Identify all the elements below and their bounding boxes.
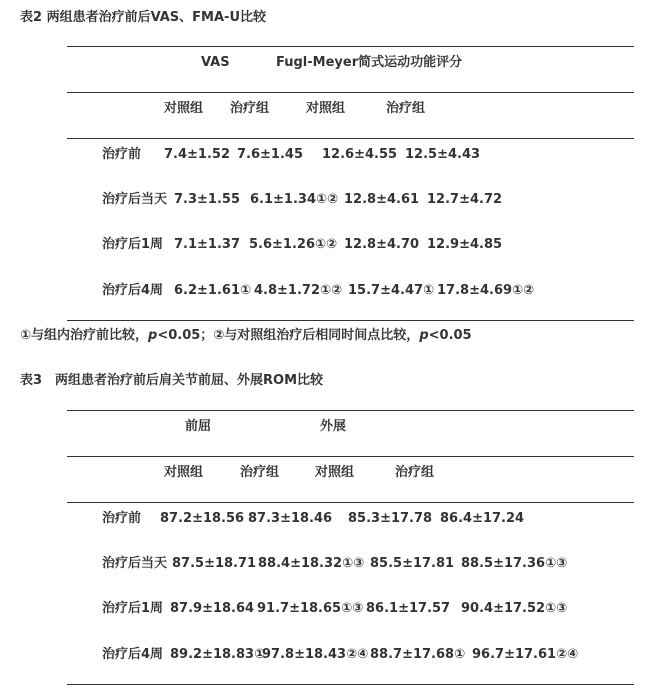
- table3-cell: 85.3±17.78: [348, 511, 433, 526]
- table3-cell: 88.7±17.68①: [370, 647, 466, 662]
- table3-subheader-control-1: 对照组: [164, 465, 204, 480]
- table3-subheader-control-2: 对照组: [315, 465, 355, 480]
- table3-cell: 96.7±17.61②④: [472, 647, 579, 662]
- table3-header-abduction: 外展: [320, 419, 347, 434]
- table2-cell: 6.1±1.34①②: [250, 192, 339, 207]
- table3-cell: 97.8±18.43②④: [262, 647, 369, 662]
- table3-cell: 86.4±17.24: [440, 511, 525, 526]
- table3-row-label: 治疗后4周: [102, 647, 164, 662]
- table2-caption: 表2 两组患者治疗前后VAS、FMA-U比较: [20, 10, 267, 25]
- table3-row-label: 治疗后1周: [102, 601, 164, 616]
- table3-cell: 90.4±17.52①③: [461, 601, 568, 616]
- table2-header-vas: VAS: [201, 55, 230, 70]
- table2-cell: 15.7±4.47①: [348, 283, 435, 298]
- table2-subheader-treatment-2: 治疗组: [386, 101, 426, 116]
- table3-header-rule: [67, 456, 634, 457]
- table2-row-label: 治疗后1周: [102, 237, 164, 252]
- table2-row-label: 治疗前: [102, 147, 142, 162]
- table3-top-rule: [67, 410, 634, 411]
- table2-subheader-control-2: 对照组: [306, 101, 346, 116]
- table3-caption: 表3 两组患者治疗前后肩关节前屈、外展ROM比较: [20, 373, 324, 388]
- table3-cell: 87.3±18.46: [248, 511, 333, 526]
- table3-cell: 87.9±18.64: [170, 601, 255, 616]
- table2-cell: 12.8±4.70: [344, 237, 420, 252]
- table3-cell: 91.7±18.65①③: [257, 601, 364, 616]
- table2-bottom-rule: [67, 320, 634, 321]
- table2-subheader-control-1: 对照组: [164, 101, 204, 116]
- table2-cell: 7.1±1.37: [174, 237, 240, 252]
- table3-bottom-rule: [67, 684, 634, 685]
- table2-cell: 7.6±1.45: [237, 147, 303, 162]
- table2-subheader-treatment-1: 治疗组: [230, 101, 270, 116]
- table2-row-label: 治疗后4周: [102, 283, 164, 298]
- table2-cell: 7.3±1.55: [174, 192, 240, 207]
- table3-cell: 89.2±18.83①: [170, 647, 266, 662]
- table2-cell: 7.4±1.52: [164, 147, 230, 162]
- table2-cell: 5.6±1.26①②: [249, 237, 338, 252]
- table2-cell: 4.8±1.72①②: [254, 283, 343, 298]
- table2-cell: 12.5±4.43: [405, 147, 481, 162]
- table3-cell: 88.5±17.36①③: [461, 556, 568, 571]
- table2-cell: 12.9±4.85: [427, 237, 503, 252]
- table3-subheader-treatment-2: 治疗组: [395, 465, 435, 480]
- table2-cell: 12.6±4.55: [322, 147, 398, 162]
- table3-subheader-treatment-1: 治疗组: [240, 465, 280, 480]
- table3-cell: 88.4±18.32①③: [258, 556, 365, 571]
- table3-cell: 85.5±17.81: [370, 556, 455, 571]
- table3-row-label: 治疗后当天: [102, 556, 168, 571]
- table2-subheader-rule: [67, 138, 634, 139]
- table2-header-fma: Fugl-Meyer简式运动功能评分: [276, 55, 463, 70]
- table2-cell: 6.2±1.61①: [174, 283, 252, 298]
- table3-row-label: 治疗前: [102, 511, 142, 526]
- table3-header-flexion: 前屈: [185, 419, 212, 434]
- table2-footnote: ①与组内治疗前比较，p<0.05；②与对照组治疗后相同时间点比较，p<0.05: [20, 328, 472, 343]
- table3-subheader-rule: [67, 502, 634, 503]
- table2-row-label: 治疗后当天: [102, 192, 168, 207]
- table3-cell: 87.2±18.56: [160, 511, 245, 526]
- table2-top-rule: [67, 46, 634, 47]
- table2-header-rule: [67, 92, 634, 93]
- table3-cell: 86.1±17.57: [366, 601, 451, 616]
- table2-cell: 12.7±4.72: [427, 192, 503, 207]
- table2-cell: 17.8±4.69①②: [437, 283, 535, 298]
- table2-cell: 12.8±4.61: [344, 192, 420, 207]
- table3-cell: 87.5±18.71: [172, 556, 257, 571]
